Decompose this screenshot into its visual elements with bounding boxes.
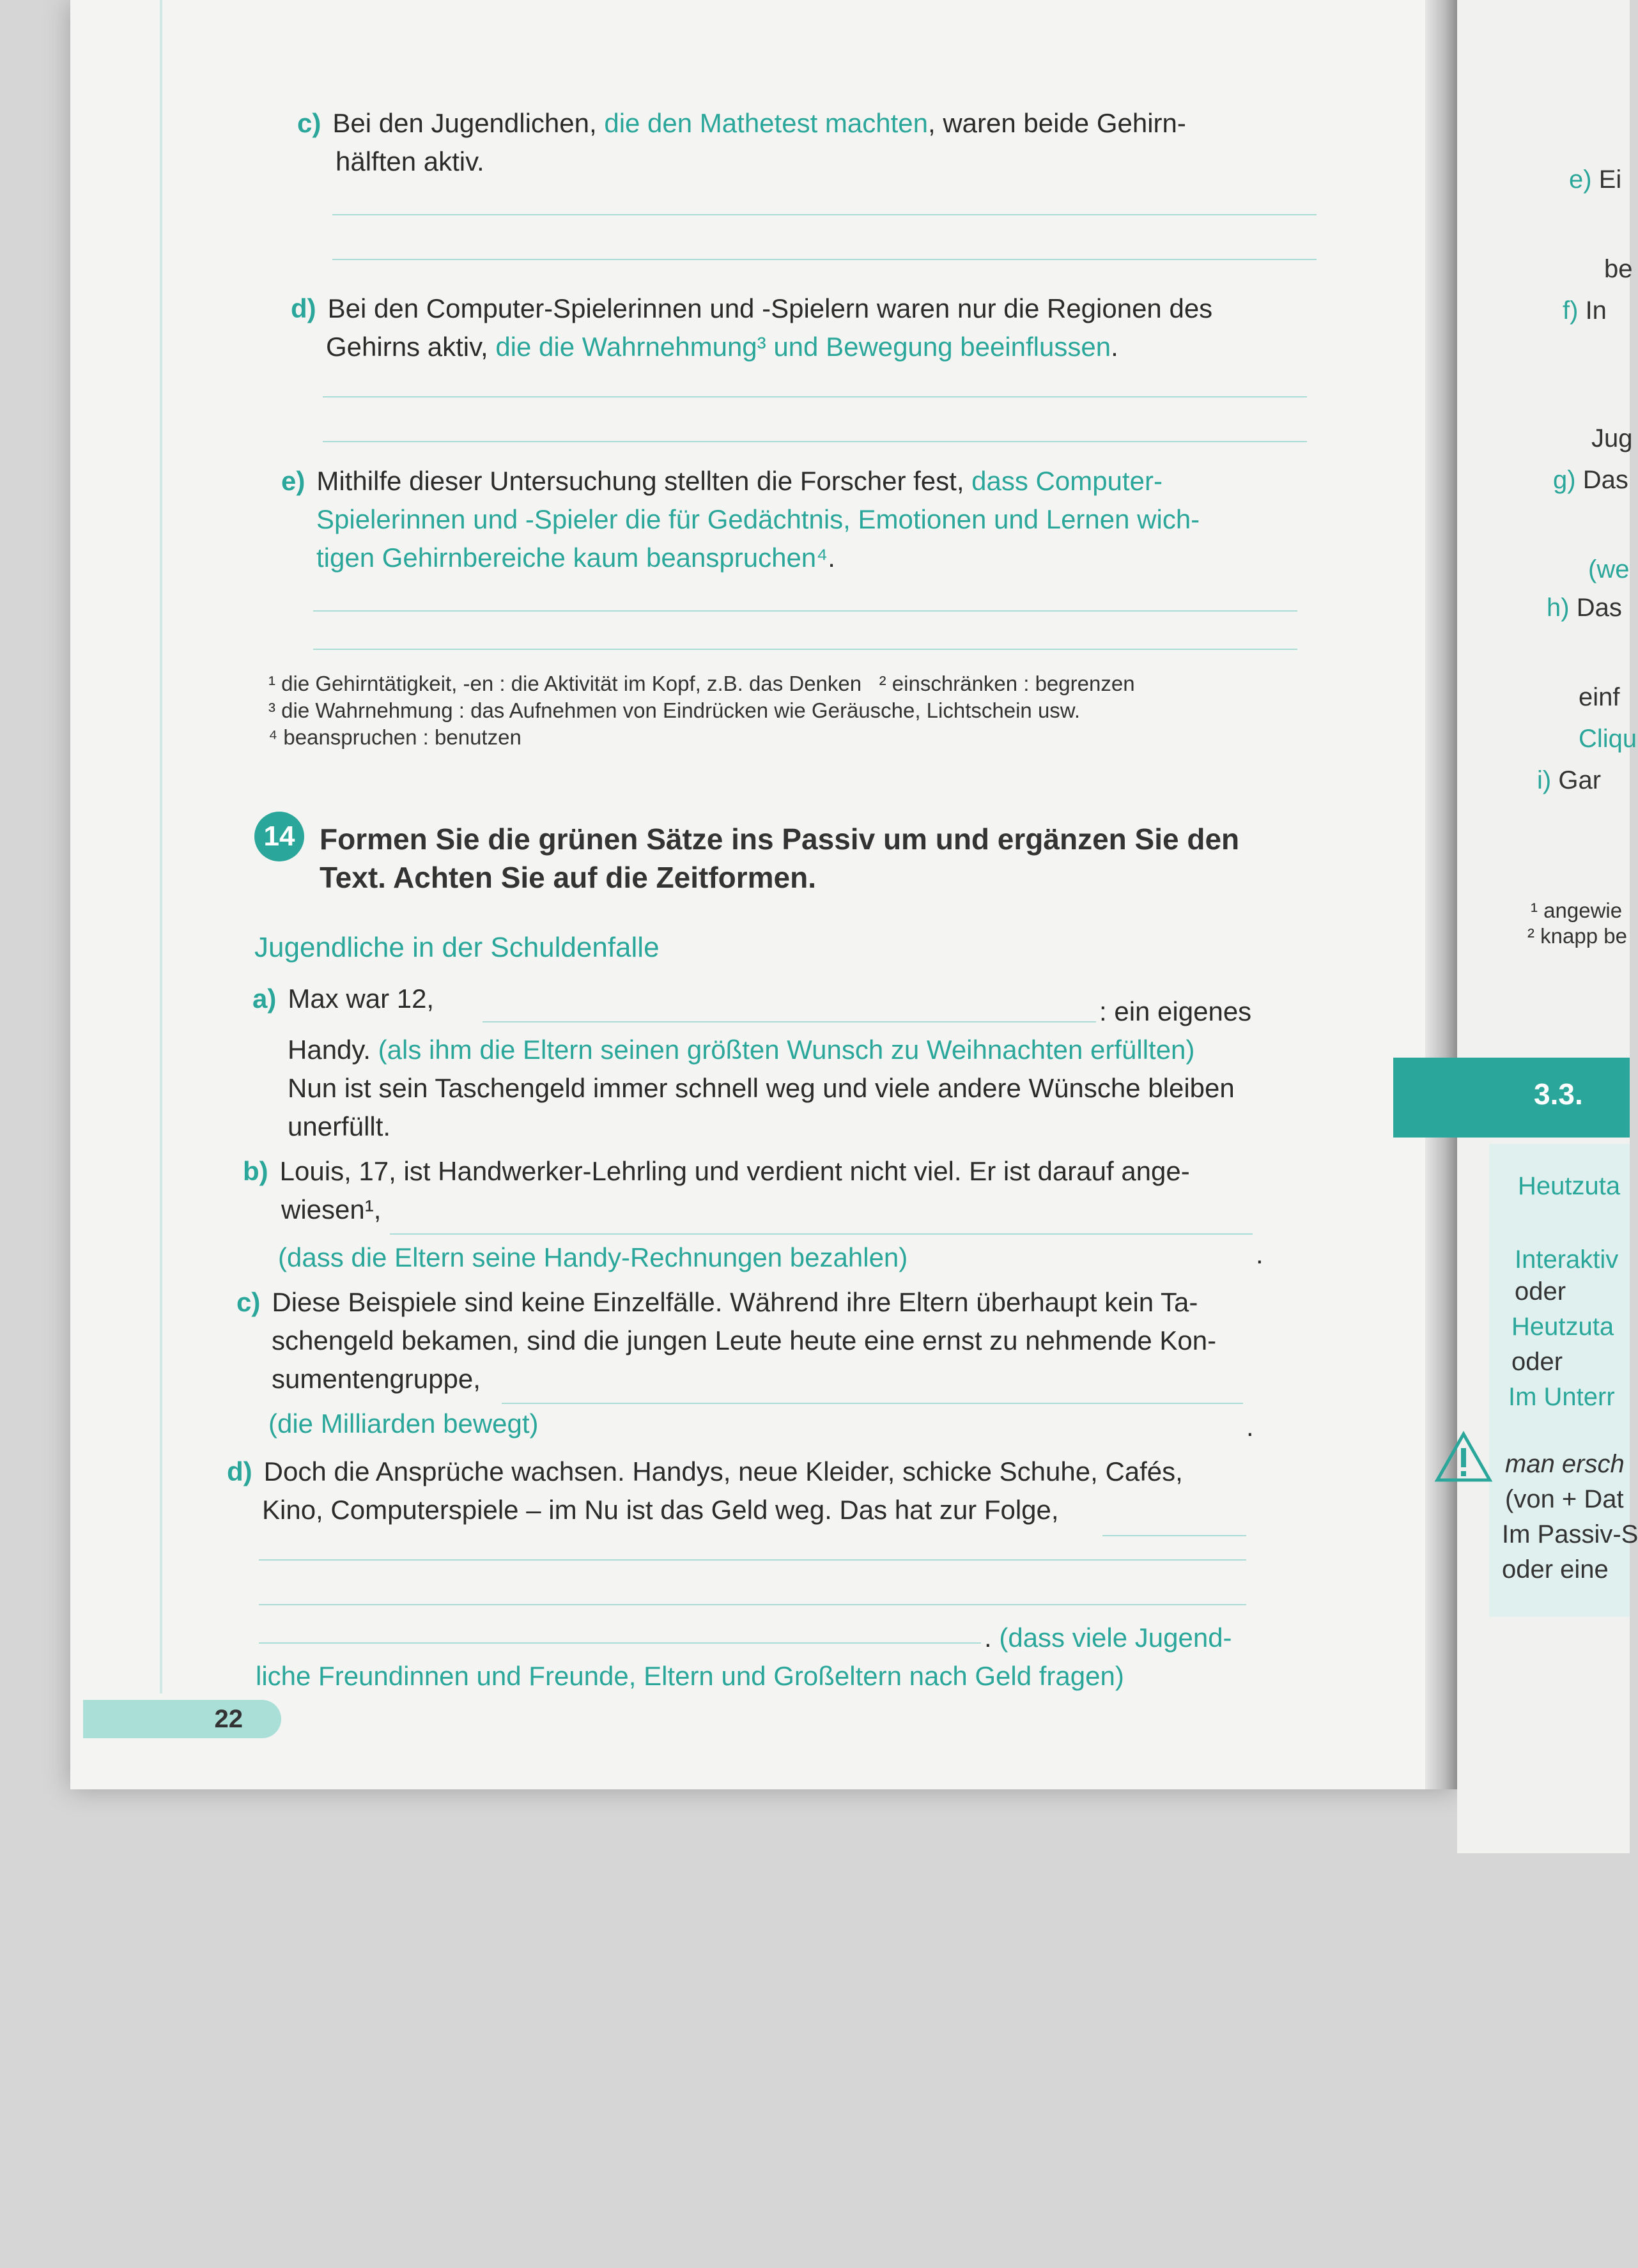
item-label: d) xyxy=(227,1456,252,1486)
right-footnote-2: ² knapp be xyxy=(1527,924,1627,948)
exercise-instruction-line2: Text. Achten Sie auf die Zeitformen. xyxy=(320,861,817,894)
ex14-a-line3: Nun ist sein Taschengeld immer schnell weg und viele andere Wünsche bleiben xyxy=(288,1073,1235,1103)
right-item-g: g) Das xyxy=(1553,466,1628,494)
item-label: a) xyxy=(252,984,277,1014)
right-footnote-1: ¹ angewie xyxy=(1531,899,1623,922)
ex13-c-line2: hälften aktiv. xyxy=(336,146,484,176)
footnote-4: ⁴ beanspruchen : benutzen xyxy=(268,725,522,749)
item-label: e) xyxy=(281,466,305,496)
ex13-e-line2: Spielerinnen und -Spieler die für Gedächtnis, Emotionen und Lernen wich- xyxy=(316,504,1200,534)
right-item-cont: be xyxy=(1604,255,1633,283)
ex13-c-line1: c) Bei den Jugendlichen, die den Mathetest machten, waren beide Gehirn- xyxy=(297,105,1186,141)
item-label: d) xyxy=(291,293,316,323)
answer-line[interactable] xyxy=(390,1233,1253,1235)
page-number: 22 xyxy=(214,1704,243,1733)
ex14-d-line1: d) Doch die Ansprüche wachsen. Handys, neue Kleider, schicke Schuhe, Cafés, xyxy=(227,1454,1183,1490)
answer-line[interactable] xyxy=(332,214,1317,215)
ex14-a-line2: Handy. (als ihm die Eltern seinen größten Wunsch zu Weihnachten erfüllten) xyxy=(288,1035,1195,1065)
ex14-a-line1: a) Max war 12, xyxy=(252,981,434,1017)
ex13-d-line2: Gehirns aktiv, die die Wahrnehmung³ und Bewegung beeinflussen. xyxy=(326,332,1118,362)
right-item-i: i) Gar xyxy=(1537,766,1602,794)
answer-line[interactable] xyxy=(259,1604,1246,1605)
margin-rule xyxy=(160,0,162,1693)
exercise-title: Jugendliche in der Schuldenfalle xyxy=(254,932,660,963)
right-item-h: h) Das xyxy=(1547,594,1622,622)
ex14-d-line4-end: . (dass viele Jugend- xyxy=(984,1623,1232,1653)
answer-line[interactable] xyxy=(259,1642,981,1644)
right-item-cont: Jug xyxy=(1591,424,1633,452)
note-line: (von + Dat xyxy=(1505,1485,1624,1513)
section-tab xyxy=(1393,1058,1630,1138)
item-label: c) xyxy=(236,1287,261,1317)
answer-line[interactable] xyxy=(323,396,1307,397)
right-item-cont: (we xyxy=(1588,555,1630,583)
box-line: Heutzuta xyxy=(1511,1313,1614,1341)
ex14-d-line5: liche Freundinnen und Freunde, Eltern und Großeltern nach Geld fragen) xyxy=(256,1661,1124,1691)
ex13-e-line1: e) Mithilfe dieser Untersuchung stellten die Forscher fest, dass Computer- xyxy=(281,463,1163,499)
footnote-3: ³ die Wahrnehmung : das Aufnehmen von Eindrücken wie Geräusche, Lichtschein usw. xyxy=(268,698,1080,722)
box-line: Heutzuta xyxy=(1518,1172,1621,1200)
right-item-f: f) In xyxy=(1563,297,1607,325)
page-number-tab xyxy=(83,1700,281,1738)
ex13-e-line3: tigen Gehirnbereiche kaum beanspruchen⁴. xyxy=(316,543,835,573)
box-line: oder xyxy=(1511,1348,1563,1376)
answer-line[interactable] xyxy=(323,441,1307,442)
book-spine xyxy=(1425,0,1457,1789)
footnote-1: ¹ die Gehirntätigkeit, -en : die Aktivität im Kopf, z.B. das Denken ² einschränken : begrenzen xyxy=(268,672,1135,695)
answer-line[interactable] xyxy=(259,1559,1246,1561)
ex14-d-line2: Kino, Computerspiele – im Nu ist das Geld weg. Das hat zur Folge, xyxy=(262,1495,1059,1525)
ex14-c-line3-end: . xyxy=(1246,1412,1254,1442)
ex14-b-line1: b) Louis, 17, ist Handwerker-Lehrling und verdient nicht viel. Er ist darauf ange- xyxy=(243,1153,1190,1189)
answer-line[interactable] xyxy=(483,1021,1096,1022)
note-line: man ersch xyxy=(1505,1450,1625,1478)
answer-line[interactable] xyxy=(313,649,1297,650)
ex14-c-line1: c) Diese Beispiele sind keine Einzelfälle. Während ihre Eltern überhaupt kein Ta- xyxy=(236,1284,1198,1320)
ex14-b-line2-end: . xyxy=(1256,1239,1263,1269)
item-label: c) xyxy=(297,108,321,138)
ex14-a-line1-end: : ein eigenes xyxy=(1099,996,1252,1026)
right-item-cont: Cliqu xyxy=(1579,725,1637,753)
ex13-d-line1: d) Bei den Computer-Spielerinnen und -Spielern waren nur die Regionen des xyxy=(291,291,1212,327)
ex14-a-line4: unerfüllt. xyxy=(288,1111,391,1141)
ex14-c-line2: schengeld bekamen, sind die jungen Leute heute eine ernst zu nehmende Kon- xyxy=(272,1325,1217,1355)
exercise-number-badge: 14 xyxy=(254,812,304,861)
ex14-b-line3: (dass die Eltern seine Handy-Rechnungen bezahlen) xyxy=(278,1242,908,1272)
box-line: Interaktiv xyxy=(1515,1246,1619,1274)
answer-line[interactable] xyxy=(502,1403,1243,1404)
answer-line[interactable] xyxy=(332,259,1317,260)
box-line: Im Unterr xyxy=(1508,1383,1615,1411)
box-line: oder xyxy=(1515,1277,1566,1306)
item-label: b) xyxy=(243,1156,268,1186)
ex14-c-line4: (die Milliarden bewegt) xyxy=(268,1408,539,1439)
note-line: Im Passiv-S xyxy=(1502,1520,1638,1548)
right-item-cont: einf xyxy=(1579,683,1620,711)
answer-line[interactable] xyxy=(313,610,1297,612)
footnote-2: ² einschränken : begrenzen xyxy=(879,672,1135,695)
exercise-instruction-line1: Formen Sie die grünen Sätze ins Passiv um und ergänzen Sie den xyxy=(320,822,1240,856)
ex14-c-line3: sumentengruppe, xyxy=(272,1364,481,1394)
warning-icon xyxy=(1435,1431,1492,1483)
note-line: oder eine xyxy=(1502,1555,1609,1584)
answer-line[interactable] xyxy=(1102,1535,1246,1536)
section-number: 3.3. xyxy=(1534,1077,1583,1111)
right-item-e: e) Ei xyxy=(1569,166,1622,194)
ex14-b-line2: wiesen¹, xyxy=(281,1194,382,1224)
